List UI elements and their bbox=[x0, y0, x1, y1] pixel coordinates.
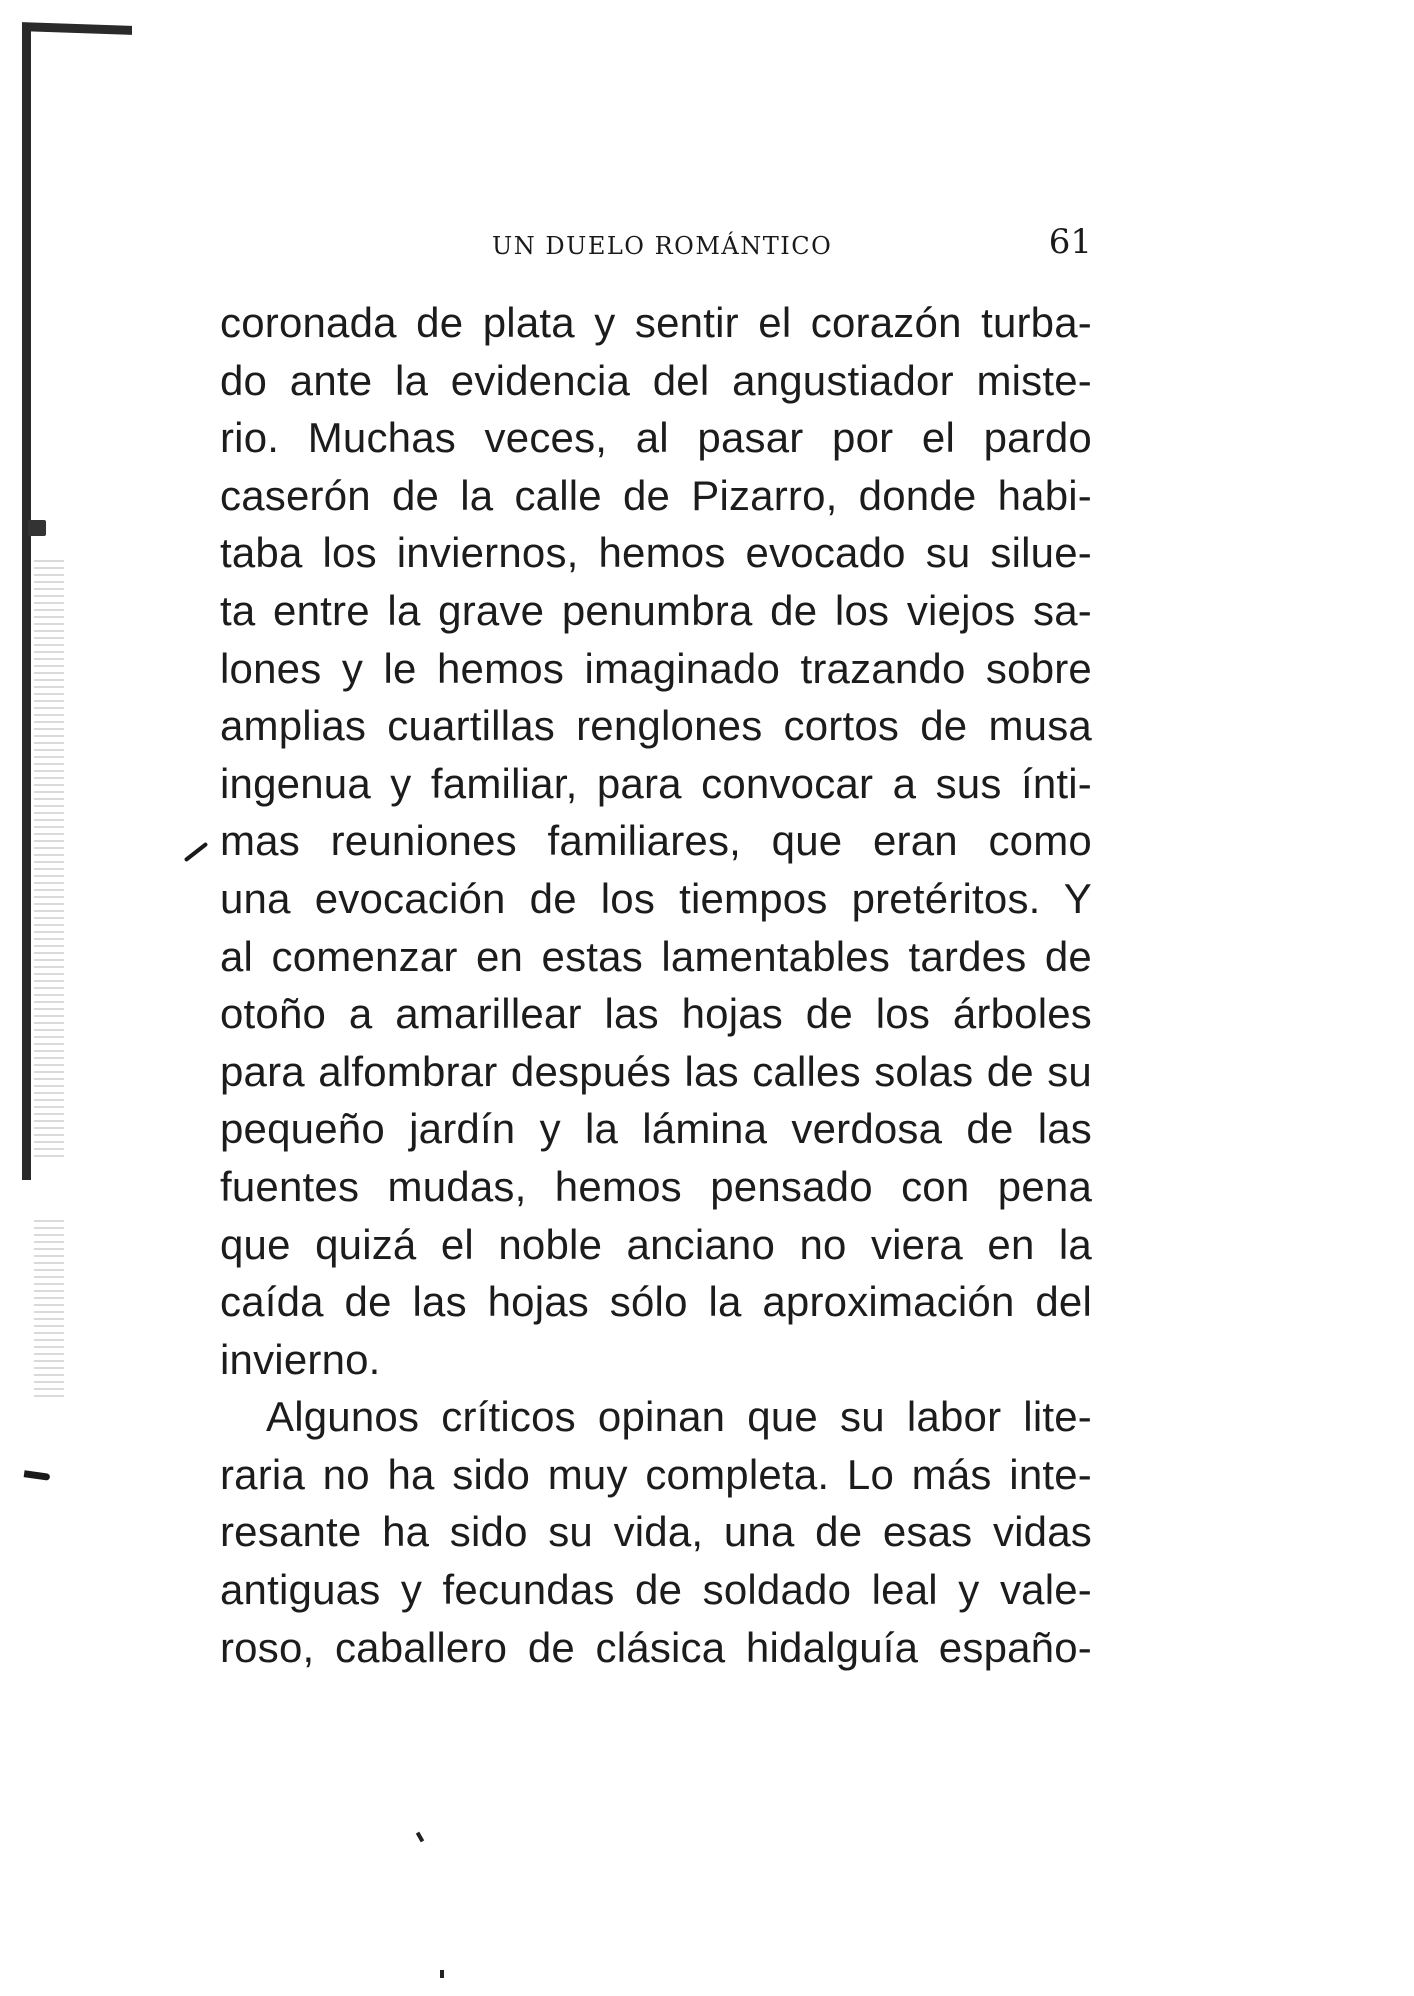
text-line: una evocación de los tiempos pretéritos. Y bbox=[220, 874, 1092, 922]
pencil-check-mark bbox=[184, 842, 209, 862]
text-line: rio. Muchas veces, al pasar por el pardo bbox=[220, 414, 1092, 462]
text-line: mas reuniones familiares, que eran como bbox=[220, 817, 1092, 865]
text-line: do ante la evidencia del angustiador miste- bbox=[220, 356, 1092, 404]
text-line: antiguas y fecundas de soldado leal y vale- bbox=[220, 1566, 1092, 1614]
margin-arrow-mark bbox=[24, 1470, 51, 1481]
text-line: caserón de la calle de Pizarro, donde habi- bbox=[220, 471, 1092, 519]
text-line: coronada de plata y sentir el corazón turba- bbox=[220, 299, 1092, 346]
scan-speckle bbox=[34, 560, 64, 1160]
text-line: invierno. bbox=[220, 1335, 381, 1383]
text-line: raria no ha sido muy completa. Lo más inte- bbox=[220, 1450, 1092, 1498]
text-line: otoño a amarillear las hojas de los árboles bbox=[220, 990, 1092, 1038]
stray-ink-mark bbox=[440, 1970, 444, 1978]
text-line: lones y le hemos imaginado trazando sobre bbox=[220, 644, 1092, 692]
text-line: fuentes mudas, hemos pensado con pena bbox=[220, 1162, 1092, 1210]
text-line: Algunos críticos opinan que su labor lite- bbox=[266, 1393, 1092, 1441]
binding-clip-mark bbox=[28, 520, 46, 536]
stray-ink-mark bbox=[416, 1832, 424, 1843]
text-line: caída de las hojas sólo la aproximación del bbox=[220, 1278, 1092, 1326]
body-text bbox=[220, 294, 1092, 1676]
text-line: resante ha sido su vida, una de esas vidas bbox=[220, 1508, 1092, 1556]
page-number: 61 bbox=[1048, 222, 1092, 262]
text-line: ta entre la grave penumbra de los viejos sa- bbox=[220, 586, 1092, 634]
binding-shadow-top bbox=[22, 22, 132, 35]
text-line: que quizá el noble anciano no viera en la bbox=[220, 1220, 1092, 1268]
text-line: roso, caballero de clásica hidalguía españo- bbox=[220, 1623, 1092, 1671]
text-line: taba los inviernos, hemos evocado su silue- bbox=[220, 529, 1092, 577]
binding-shadow-edge bbox=[22, 30, 31, 1180]
running-head-title: UN DUELO ROMÁNTICO bbox=[492, 232, 833, 260]
text-line: amplias cuartillas renglones cortos de musa bbox=[220, 702, 1092, 750]
text-line: pequeño jardín y la lámina verdosa de las bbox=[220, 1105, 1092, 1153]
text-line: ingenua y familiar, para convocar a sus ínti- bbox=[220, 759, 1092, 807]
text-line: para alfombrar después las calles solas de su bbox=[220, 1047, 1092, 1095]
running-head bbox=[222, 222, 1092, 266]
scan-speckle bbox=[34, 1220, 64, 1400]
text-line: al comenzar en estas lamentables tardes de bbox=[220, 932, 1092, 980]
